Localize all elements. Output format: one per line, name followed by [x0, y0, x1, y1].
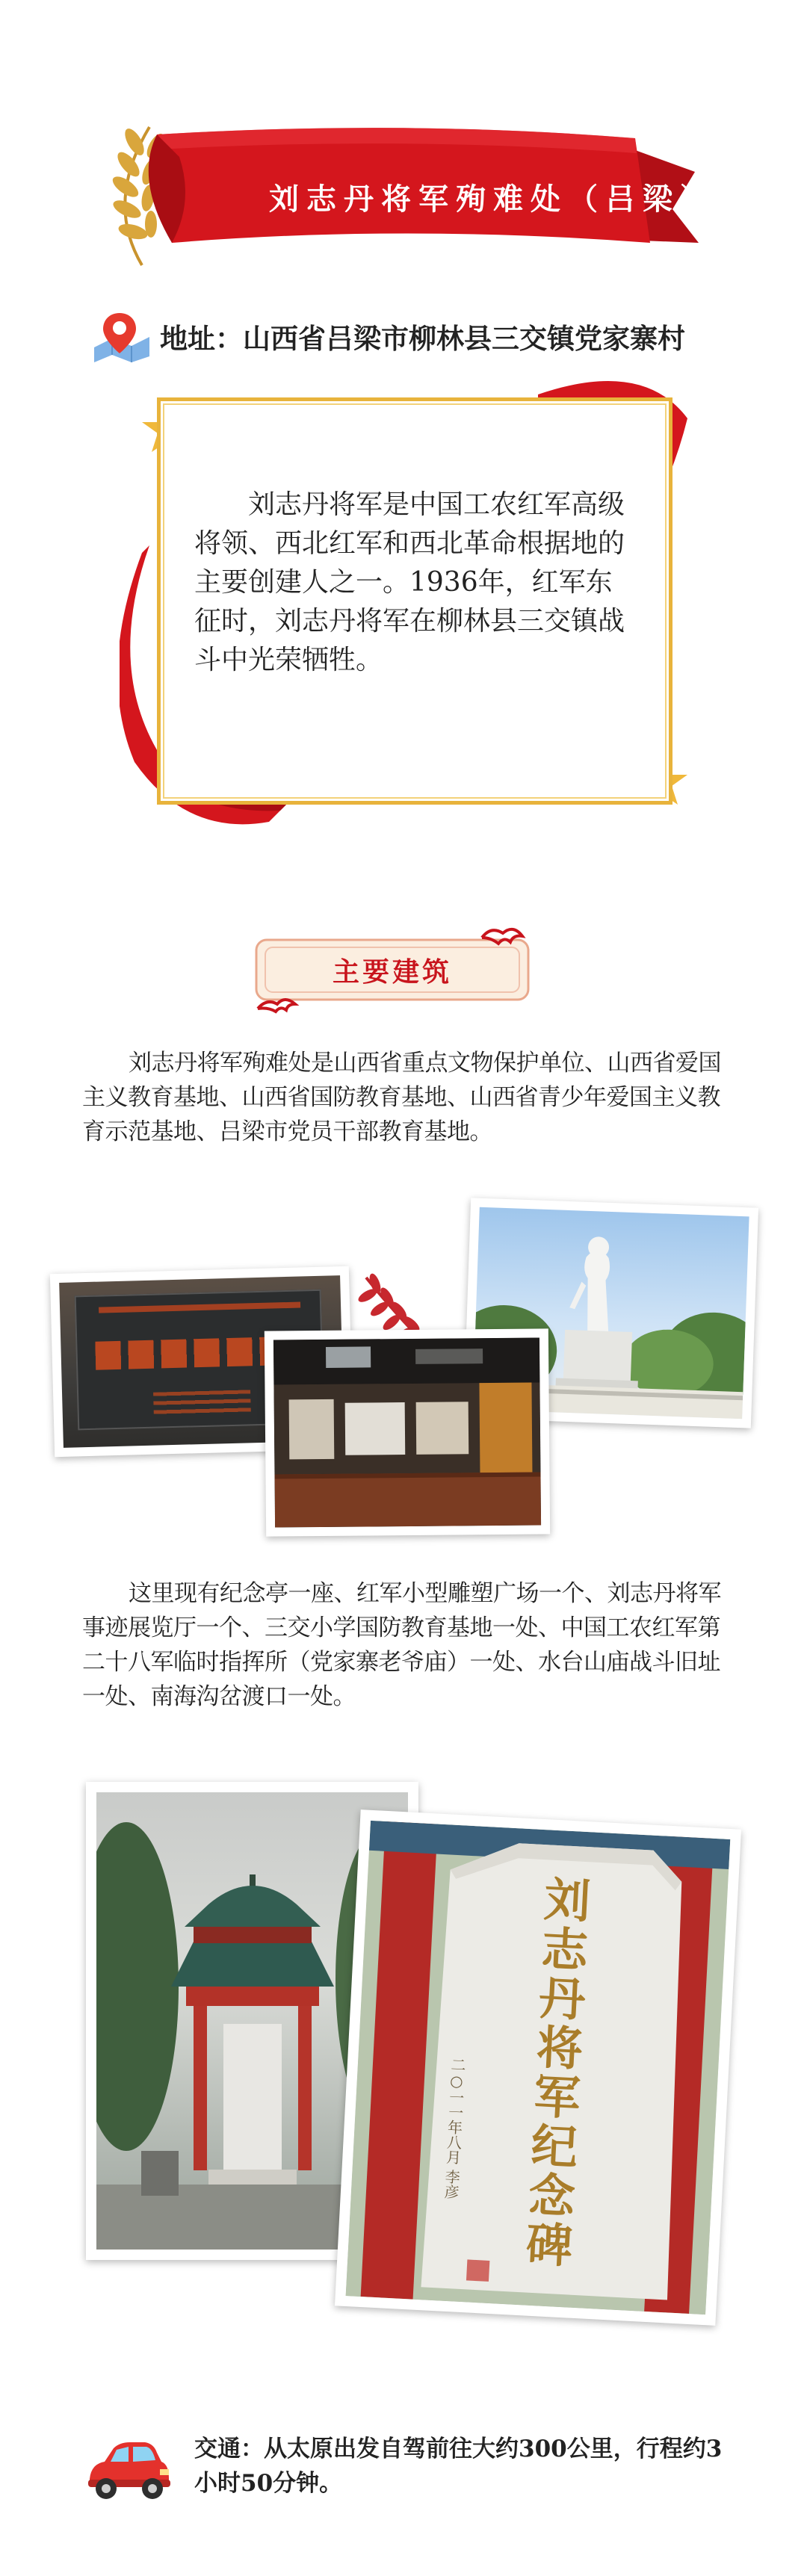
exhibition-hall-scene: [273, 1337, 541, 1527]
paragraph-facilities: 这里现有纪念亭一座、红军小型雕塑广场一个、刘志丹将军事迹展览厅一个、三交小学国防教育基地一处、中国工农红军第二十八军临时指挥所（党家寨老爷庙）一处、水台山庙战斗旧址一处、南海沟岔渡口一处。: [82, 1580, 721, 1710]
photo-memorial-stele: [335, 1809, 741, 2326]
address-row: [90, 310, 685, 362]
stele-signature: 二○一一年八月 李彦: [441, 2056, 467, 2200]
section-title: 主要建筑: [332, 956, 452, 988]
intro-card: [120, 374, 687, 837]
stele-inscription: 刘志丹将军纪念碑: [516, 1874, 593, 2271]
transport-row: [82, 2432, 732, 2514]
page-title: 刘志丹将军殉难处（吕梁）: [269, 182, 717, 217]
address-text: 地址：山西省吕梁市柳林县三交镇党家寨村: [160, 322, 685, 355]
photo-exhibition-hall: [265, 1328, 550, 1536]
transport-text: 交通：从太原出发自驾前往大约300公里，行程约3小时50分钟。: [194, 2436, 723, 2497]
title-banner: [90, 112, 717, 284]
intro-text: 刘志丹将军是中国工农红军高级将领、西北红军和西北革命根据地的主要创建人之一。1936年，红军东征时，刘志丹将军在柳林县三交镇战斗中光荣牺牲。: [194, 489, 625, 675]
paragraph-designations: 刘志丹将军殉难处是山西省重点文物保护单位、山西省爱国主义教育基地、山西省国防教育基地、山西省青少年爱国主义教育示范基地、吕梁市党员干部教育基地。: [82, 1050, 721, 1145]
map-pin-icon: [90, 310, 154, 362]
car-icon: [82, 2438, 172, 2505]
section-header: [235, 919, 549, 1024]
